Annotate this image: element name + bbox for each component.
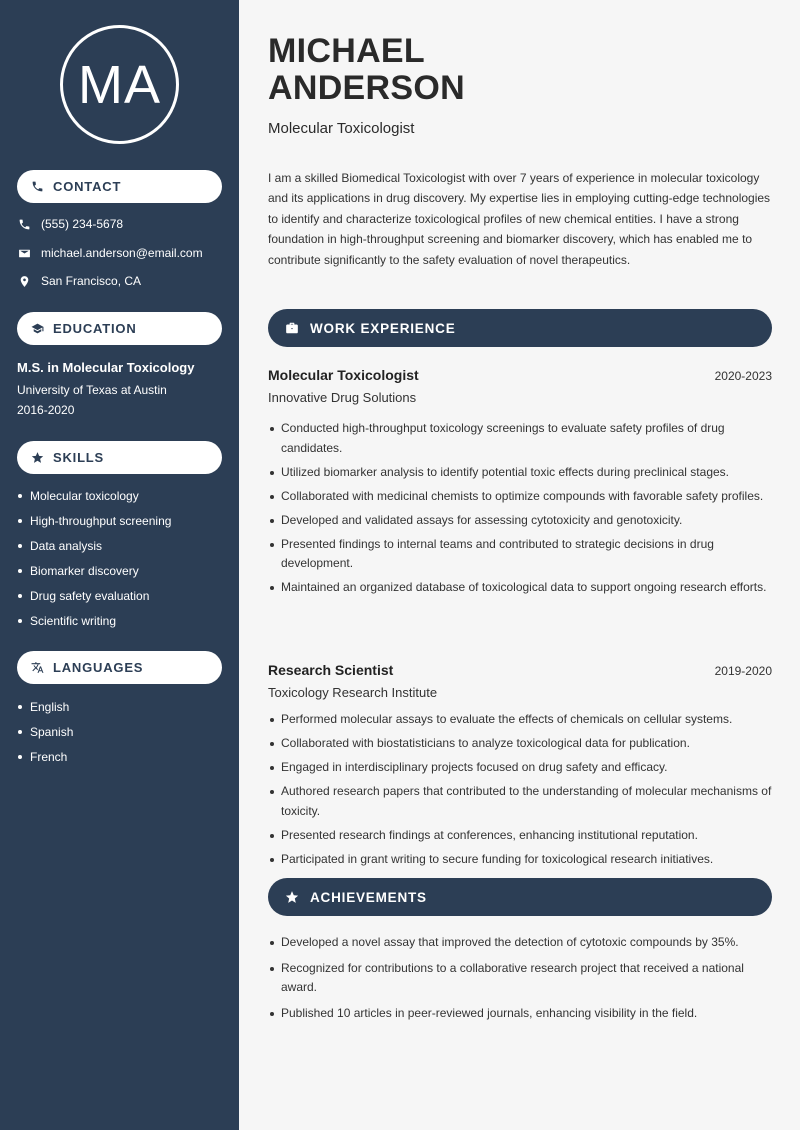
email-text: michael.anderson@email.com — [41, 246, 203, 260]
achievement-list — [268, 933, 772, 1023]
job-bullet: Participated in grant writing to secure funding for toxicological research initiatives. — [268, 850, 772, 870]
phone-text: (555) 234-5678 — [41, 217, 124, 231]
languages-list — [17, 698, 73, 773]
education-degree: M.S. in Molecular Toxicology — [17, 360, 195, 375]
job-bullet: Utilized biomarker analysis to identify potential toxic effects during preclinical stages. — [268, 463, 772, 483]
briefcase-icon — [285, 321, 299, 335]
star-icon — [31, 451, 44, 464]
job-company: Toxicology Research Institute — [268, 685, 438, 700]
language-item: Spanish — [17, 723, 73, 748]
education-years: 2016-2020 — [17, 403, 75, 417]
achievements-heading: ACHIEVEMENTS — [310, 889, 427, 905]
job-entry — [268, 367, 772, 602]
sidebar — [0, 0, 239, 1130]
job-bullet: Engaged in interdisciplinary projects focused on drug safety and efficacy. — [268, 758, 772, 778]
skill-item: Biomarker discovery — [17, 562, 171, 587]
language-item: English — [17, 698, 73, 723]
job-role: Research Scientist — [268, 662, 394, 678]
job-bullet: Developed and validated assays for assessing cytotoxicity and genotoxicity. — [268, 511, 772, 531]
contact-heading: CONTACT — [53, 179, 122, 194]
skill-item: Data analysis — [17, 537, 171, 562]
skills-list — [17, 487, 171, 637]
star-icon — [285, 890, 299, 904]
achievement-item: Recognized for contributions to a collaborative research project that received a national award. — [268, 959, 772, 998]
map-pin-icon — [17, 274, 31, 288]
contact-phone — [17, 217, 123, 231]
last-name: ANDERSON — [268, 69, 465, 107]
language-item: French — [17, 748, 73, 773]
job-bullet: Performed molecular assays to evaluate the effects of chemicals on cellular systems. — [268, 710, 772, 730]
job-role: Molecular Toxicologist — [268, 367, 419, 383]
skill-item: High-throughput screening — [17, 512, 171, 537]
envelope-icon — [17, 246, 31, 260]
languages-heading-pill — [17, 651, 222, 684]
job-bullets — [268, 419, 772, 598]
skill-item: Molecular toxicology — [17, 487, 171, 512]
job-bullet: Authored research papers that contributed to the understanding of molecular mechanisms of toxicity. — [268, 782, 772, 821]
location-text: San Francisco, CA — [41, 274, 142, 288]
job-bullet: Maintained an organized database of toxicological data to support ongoing research efforts. — [268, 578, 772, 598]
job-bullets — [268, 710, 772, 869]
skills-heading: SKILLS — [53, 450, 105, 465]
contact-heading-pill — [17, 170, 222, 203]
profile-summary: I am a skilled Biomedical Toxicologist with over 7 years of experience in molecular toxicology and its applications in drug discovery. My expertise lies in employing cutting-edge technologies to identify and characterize toxicological profiles of new chemical entities. I have a strong foundation in high-throughput screening and biomarker discovery, which has enabled me to contribute significantly to the safety evaluation of novel therapeutics. — [268, 171, 771, 267]
achievements-section — [268, 933, 772, 1028]
first-name: MICHAEL — [268, 32, 425, 70]
avatar-initials: MA — [60, 25, 179, 144]
job-dates: 2019-2020 — [714, 664, 772, 678]
languages-heading: LANGUAGES — [53, 660, 144, 675]
contact-email — [17, 246, 203, 260]
skill-item: Scientific writing — [17, 612, 171, 637]
phone-icon — [31, 180, 44, 193]
contact-location — [17, 274, 141, 288]
education-heading-pill — [17, 312, 222, 345]
skills-heading-pill — [17, 441, 222, 474]
phone-icon — [17, 217, 31, 231]
work-experience-heading: WORK EXPERIENCE — [310, 320, 456, 336]
job-company: Innovative Drug Solutions — [268, 390, 417, 405]
job-dates: 2020-2023 — [714, 369, 772, 383]
graduation-cap-icon — [31, 322, 44, 335]
skill-item: Drug safety evaluation — [17, 587, 171, 612]
job-bullet: Presented research findings at conferences, enhancing institutional reputation. — [268, 826, 772, 846]
translate-icon — [31, 661, 44, 674]
candidate-name — [268, 33, 465, 107]
work-experience-heading-bar — [268, 309, 772, 347]
job-bullet: Collaborated with medicinal chemists to optimize compounds with favorable safety profiles. — [268, 487, 772, 507]
achievement-item: Published 10 articles in peer-reviewed journals, enhancing visibility in the field. — [268, 1004, 772, 1024]
achievements-heading-bar — [268, 878, 772, 916]
job-bullet: Collaborated with biostatisticians to analyze toxicological data for publication. — [268, 734, 772, 754]
education-heading: EDUCATION — [53, 321, 137, 336]
achievement-item: Developed a novel assay that improved the detection of cytotoxic compounds by 35%. — [268, 933, 772, 953]
job-bullet: Presented findings to internal teams and contributed to strategic decisions in drug development. — [268, 535, 772, 574]
education-school: University of Texas at Austin — [17, 383, 167, 397]
job-entry — [268, 662, 772, 874]
job-bullet: Conducted high-throughput toxicology screenings to evaluate safety profiles of drug candidates. — [268, 419, 772, 458]
candidate-title: Molecular Toxicologist — [268, 120, 415, 137]
